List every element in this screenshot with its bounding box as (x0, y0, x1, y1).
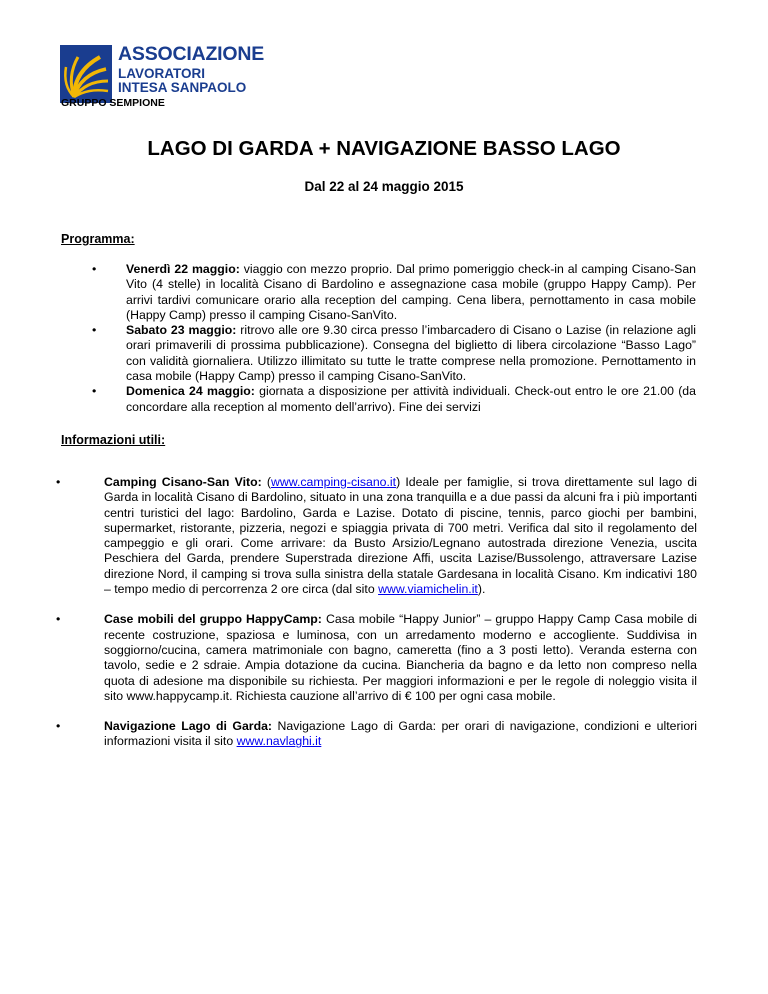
logo-line-3: INTESA SANPAOLO (118, 80, 247, 95)
bullet-icon: • (56, 475, 61, 489)
programma-heading: Programma: (61, 232, 135, 246)
item-text: giornata a disposizione per attività individuali. Check-out entro le ore 21.00 (da concordare alla reception al momento dell’arrivo). Fine dei servizi (126, 384, 696, 414)
info-heading: Informazioni utili: (61, 433, 166, 447)
info-list (56, 475, 697, 765)
list-item (56, 612, 697, 704)
info-label: Case mobili del gruppo HappyCamp: (104, 612, 322, 627)
item-text: Navigazione Lago di Garda: per orari di navigazione, condizioni e ulteriori informazioni visita il sito (104, 719, 697, 749)
list-item (92, 323, 696, 384)
list-item (56, 475, 697, 597)
bullet-icon: • (56, 719, 61, 734)
bullet-icon: • (92, 384, 97, 399)
viamichelin-link[interactable]: www.viamichelin.it (378, 582, 478, 597)
item-text: ritrovo alle ore 9.30 circa presso l’imbarcadero di Cisano o Lazise (in relazione agli orari primaverili di prossima pubblicazione). Consegna del biglietto di libera circolazione “Basso Lago” con validità giornaliera. Utilizzo illimitato su tutte le tratte comprese nella promozione. Pernottamento in casa mobile (Happy Camp) presso il camping Cisano-SanVito. (126, 323, 696, 384)
bullet-icon: • (92, 262, 97, 276)
list-item (56, 719, 697, 750)
day-label: Sabato 23 maggio: (126, 323, 237, 338)
item-text: ( (261, 475, 271, 489)
logo-wordmark (118, 45, 264, 95)
day-label: Venerdì 22 maggio: (126, 262, 240, 276)
info-label: Navigazione Lago di Garda: (104, 719, 273, 734)
group-label: GRUPPO SEMPIONE (61, 97, 165, 109)
document-title: LAGO DI GARDA + NAVIGAZIONE BASSO LAGO (147, 137, 621, 160)
association-logo-icon (60, 45, 112, 103)
day-label: Domenica 24 maggio: (126, 384, 255, 399)
camping-website-link[interactable]: www.camping-cisano.it (271, 475, 397, 489)
info-label: Camping Cisano-San Vito: (104, 475, 262, 489)
bullet-icon: • (92, 323, 97, 338)
list-item (92, 262, 696, 323)
navlaghi-link[interactable]: www.navlaghi.it (236, 734, 322, 749)
item-text: viaggio con mezzo proprio. Dal primo pomeriggio check-in al camping Cisano-San Vito (4 stelle) in località Cisano di Bardolino e assegnazione casa mobile (gruppo Happy Camp). Per arrivi tardivi comunicare orario alla reception del camping. Cena libera, pernottamento in casa mobile (Happy Camp) presso il camping Cisano-SanVito. (126, 262, 696, 322)
item-text: ) Ideale per famiglie, si trova direttamente sul lago di Garda in località Cisano di Bardolino, situato in una zona tranquilla e a due passi da alcuni fra i più importanti centri turistici del lago: Bardolino, Garda e Lazise. Dotato di piscine, tennis, parco giochi per bambini, supermarket, ristorante, pizzeria, negozi e spiaggia privata di 700 metri. Verifica dal sito il regolamento del campeggio e gli orari. Come arrivare: da Busto Arsizio/Legnano autostrada direzione Venezia, uscita Peschiera del Garda, prendere Superstrada direzione Affi, uscita Lazise/Bussolengo, attraversare Lazise direzione Nord, il camping si trova sulla sinistra della statale Gardesana in località Cisano. Km indicativi 180 – tempo medio di percorrenza 2 ore circa (dal sito (104, 475, 697, 597)
document-subtitle: Dal 22 al 24 maggio 2015 (304, 179, 464, 194)
item-text: Casa mobile “Happy Junior” – gruppo Happy Camp Casa mobile di recente costruzione, spaziosa e luminosa, con un arredamento moderno e accogliente. Suddivisa in soggiorno/cucina, camera matrimoniale con bagno, cameretta (fino a 3 posti letto). Veranda esterna con tavolo, sedie e 2 sdraie. Ampia dotazione da cucina. Biancheria da bagno e da letto non compreso nella quota di adesione ma disponibile su richiesta. Per maggiori informazioni e per le regole di noleggio visita il sito www.happycamp.it. Richiesta cauzione all’arrivo di € 100 per ogni casa mobile. (104, 612, 697, 703)
logo-line-2: LAVORATORI (118, 65, 205, 81)
logo (60, 43, 265, 105)
logo-line-1: ASSOCIAZIONE (118, 43, 265, 65)
programma-list (92, 262, 696, 415)
bullet-icon: • (56, 612, 61, 627)
list-item (92, 384, 696, 415)
item-text: ). (477, 582, 486, 597)
